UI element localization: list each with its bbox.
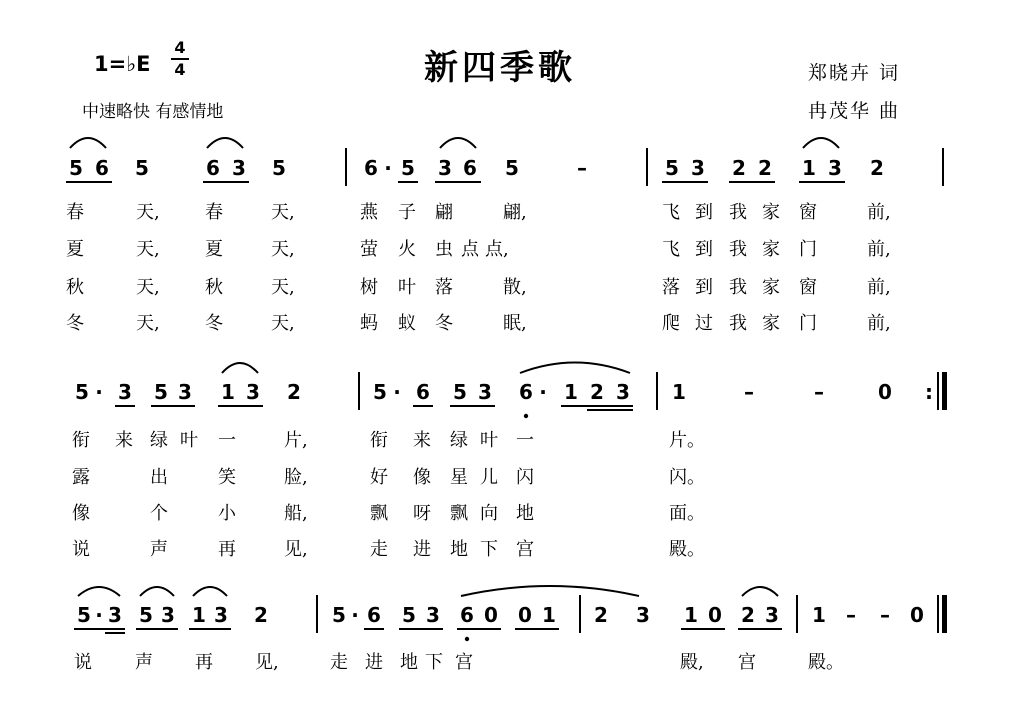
lyric: 点, [485,239,509,260]
lyric: 像 [413,467,431,488]
lyric: 宫 [455,652,473,673]
extension-dash: – [846,603,856,627]
lyric: 再 [195,652,213,673]
lyric: 笑 [218,467,236,488]
lyric: 殿。 [669,539,705,560]
note: 2 [741,603,755,627]
lyric: 地 [516,503,534,524]
lyric: 家 [762,277,780,298]
lyric: 天, [271,313,295,334]
note: 2 [732,156,746,180]
note: 3 [438,156,452,180]
lyric: 像 [72,503,90,524]
lyric: 面。 [669,503,705,524]
lyric: 片, [284,430,308,451]
lyric: 下 [425,652,443,673]
lyric: 天, [136,239,160,260]
note: 1 [192,603,206,627]
note: 3 [616,380,630,404]
lyric: 火 [398,239,416,260]
extension-dash: – [814,380,824,404]
note: 5 [332,603,346,627]
lyric: 萤 [360,239,378,260]
lyric: 我 [729,313,747,334]
extension-dash: – [880,603,890,627]
lyric: 宫 [516,539,534,560]
lyric: 窗 [799,277,817,298]
note: 3 [214,603,228,627]
augmentation-dot: · [384,156,392,180]
note: 1 [812,603,826,627]
note: 3 [178,380,192,404]
note: 0 [910,603,924,627]
note: 6 [416,380,430,404]
lyric: 衔 [72,430,90,451]
lyric: 家 [762,313,780,334]
note: 6 [206,156,220,180]
note: 2 [594,603,608,627]
lyric: 门 [799,313,817,334]
augmentation-dot: · [351,603,359,627]
note: 2 [758,156,772,180]
note: 6 [95,156,109,180]
lyric: 儿 [480,467,498,488]
lyric: 好 [370,467,388,488]
slur [461,586,639,596]
lyric: 冬 [435,313,453,334]
lyric: 见, [284,539,308,560]
note: 2 [287,380,301,404]
lyric: 飘 [450,503,468,524]
lyric: 呀 [413,503,431,524]
lyric: 天, [271,202,295,223]
note: 1 [802,156,816,180]
lyric: 船, [284,503,308,524]
note: 5 [135,156,149,180]
augmentation-dot: · [95,603,103,627]
lyric: 落 [435,277,453,298]
lyric: 天, [136,313,160,334]
lyric: 叶 [180,430,198,451]
lyric: 窗 [799,202,817,223]
lyric: 飞 [662,202,680,223]
lyric: 蚂 [360,313,378,334]
note: 6 [519,380,533,404]
note: 3 [478,380,492,404]
note: 3 [691,156,705,180]
lyric: 叶 [398,277,416,298]
lyric: 夏 [205,239,223,260]
note: 6 [463,156,477,180]
note: 6 [364,156,378,180]
note: 1 [564,380,578,404]
composer-credit: 冉茂华 曲 [808,100,901,122]
note: 3 [108,603,122,627]
note: 2 [590,380,604,404]
note: 5 [77,603,91,627]
lyric: 落 [662,277,680,298]
lyric: 进 [413,539,431,560]
lyric: 到 [695,202,713,223]
lyric: 前, [867,239,891,260]
lyric: 过 [695,313,713,334]
note: 3 [426,603,440,627]
lyric: 殿。 [808,652,844,673]
lyric: 蚁 [398,313,416,334]
lyric: 燕 [360,202,378,223]
note: 1 [542,603,556,627]
lyric: 出 [150,467,168,488]
slur [70,138,106,148]
lyric: 绿 [150,430,168,451]
lyric: 我 [729,277,747,298]
lyric: 露 [72,467,90,488]
augmentation-dot: · [95,380,103,404]
lyric: 见, [255,652,279,673]
lyric: 声 [135,652,153,673]
lyric: 绿 [450,430,468,451]
lyric: 翩, [503,202,527,223]
beam-underlines [66,182,845,633]
extension-dash: – [577,156,587,180]
time-signature-numerator: 4 [174,38,186,57]
lyric: 前, [867,277,891,298]
lyric: 天, [136,277,160,298]
lyric: 天, [136,202,160,223]
note: 3 [118,380,132,404]
lyric: 地 [450,539,468,560]
time-signature-denominator: 4 [171,58,189,80]
note: 5 [453,380,467,404]
note: 0 [878,380,892,404]
note: 5 [139,603,153,627]
lyric: 个 [150,503,168,524]
lyric: 一 [218,430,236,451]
lyric: 我 [729,202,747,223]
lyric: 翩 [435,202,453,223]
lyric: 脸, [284,467,308,488]
lyric: 片。 [669,430,705,451]
slur [440,138,476,148]
lyricist-credit: 郑晓卉 词 [808,62,901,84]
lyric: 夏 [66,239,84,260]
slur [222,363,258,373]
lyric: 飘 [370,503,388,524]
note: 1 [221,380,235,404]
lyric: 我 [729,239,747,260]
note: 5 [665,156,679,180]
slurs [70,138,839,596]
note: 2 [870,156,884,180]
note: 5 [69,156,83,180]
lyric: 进 [365,652,383,673]
lyric: 走 [370,539,388,560]
lyric: 一 [516,430,534,451]
note: 3 [636,603,650,627]
lyric: 走 [330,652,348,673]
lyric: 眠, [503,313,527,334]
lyric: 秋 [205,277,223,298]
note: 5 [402,603,416,627]
low-octave-dots [465,414,528,641]
lyric: 子 [398,202,416,223]
lyric: 来 [413,430,431,451]
note: 5 [154,380,168,404]
lyric: 再 [218,539,236,560]
lyric: 下 [480,539,498,560]
lyric: 到 [695,239,713,260]
lyric: 衔 [370,430,388,451]
note: 3 [161,603,175,627]
lyric: 声 [150,539,168,560]
lyric: 说 [74,652,92,673]
lyric: 爬 [662,313,680,334]
lyric: 天, [271,277,295,298]
lyric: 冬 [66,313,84,334]
slur [78,587,120,596]
low-octave-dot [465,637,469,641]
slur [803,138,839,148]
lyric: 前, [867,202,891,223]
lyric: 春 [205,202,223,223]
note: 3 [246,380,260,404]
lyric: 前, [867,313,891,334]
slur [520,363,630,374]
note: 0 [484,603,498,627]
lyric: 冬 [205,313,223,334]
lyric: 秋 [66,277,84,298]
lyric: 叶 [480,430,498,451]
note: 5 [505,156,519,180]
lyric: 殿, [680,652,704,673]
note: 0 [708,603,722,627]
lyric: 门 [799,239,817,260]
lyric: 星 [450,467,468,488]
lyric: 小 [218,503,236,524]
note: 6 [460,603,474,627]
key-signature: 1=♭E [94,52,151,76]
song-title: 新四季歌 [424,48,576,88]
lyric: 散, [503,277,527,298]
lyric: 地 [400,652,418,673]
lyric: 来 [115,430,133,451]
slur [742,587,778,596]
repeat-sign: : [925,380,933,404]
note: 5 [272,156,286,180]
note: 2 [254,603,268,627]
augmentation-dot: · [539,380,547,404]
low-octave-dot [524,414,528,418]
note: 5 [401,156,415,180]
lyric: 点 [461,239,479,260]
note: 5 [373,380,387,404]
extension-dash: – [744,380,754,404]
lyric: 闪。 [669,467,705,488]
lyric: 家 [762,239,780,260]
lyric: 虫 [435,239,453,260]
slur [193,587,227,596]
lyric: 闪 [516,467,534,488]
lyric: 宫 [738,652,756,673]
note: 1 [672,380,686,404]
note: 5 [75,380,89,404]
note: 0 [518,603,532,627]
augmentation-dot: · [393,380,401,404]
lyric: 到 [695,277,713,298]
lyric: 飞 [662,239,680,260]
note: 6 [367,603,381,627]
note: 3 [232,156,246,180]
note: 3 [828,156,842,180]
lyric: 家 [762,202,780,223]
note: 3 [765,603,779,627]
slur [207,138,243,148]
lyric: 天, [271,239,295,260]
lyric: 春 [66,202,84,223]
slur [140,587,174,596]
lyric: 树 [360,277,378,298]
note: 1 [684,603,698,627]
tempo-marking: 中速略快 有感情地 [82,102,224,122]
lyric: 向 [480,503,498,524]
lyric: 说 [72,539,90,560]
